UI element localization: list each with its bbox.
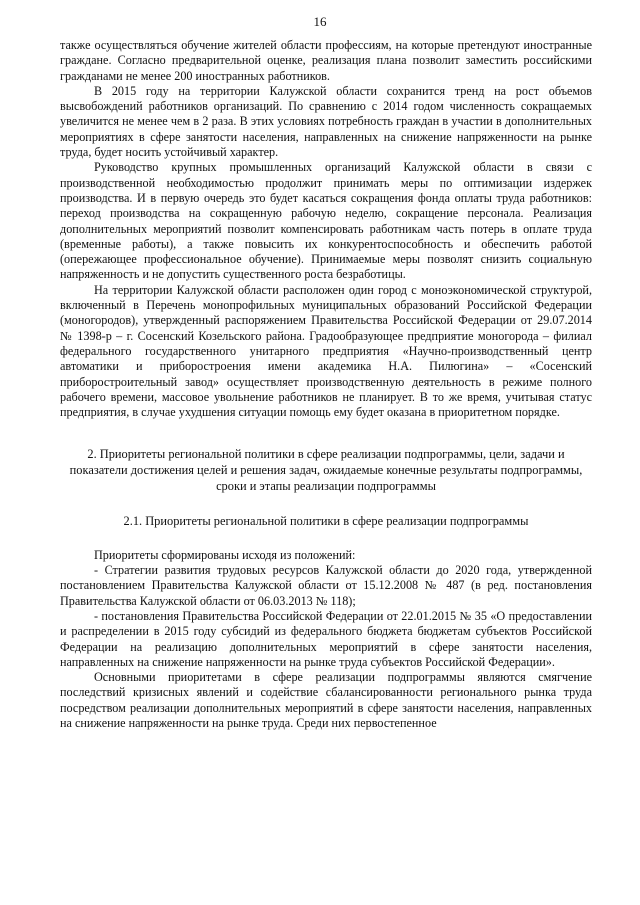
- page-number: 16: [313, 14, 327, 29]
- paragraph: Приоритеты сформированы исходя из положений:: [94, 547, 356, 562]
- subsection-heading: 2.1. Приоритеты региональной политики в сфере реализации подпрограммы: [123, 514, 529, 529]
- paragraph: также осуществляться обучение жителей области профессиям, на которые претендуют иностранные граждане. Согласно предварительной оценке, реализация плана позволит заместить российскими гражданами не менее 200 иностранных работников.: [60, 38, 592, 83]
- paragraph: Основными приоритетами в сфере реализации подпрограммы являются смягчение последствий кризисных явлений и содействие сбалансированности регионального рынка труда посредством реализации дополнительных мероприятий в сфере занятости населения, направленных на снижение напряженности на рынке труда. Среди них первостепенное: [60, 670, 592, 730]
- list-item: - Стратегии развития трудовых ресурсов Калужской области до 2020 года, утвержденной постановлением Правительства Калужской области от 15.12.2008 № 487 (в ред. постановления Правительства Калужской области от 06.03.2013 № 118);: [60, 563, 592, 608]
- paragraph: Руководство крупных промышленных организаций Калужской области в связи с производственной необходимостью продолжит принимать меры по оптимизации издержек производства. И в первую очередь это будет касаться сокращения фонда оплаты труда работников: переход производства на сокращенную рабочую неделю, сокращение персонала. Реализация дополнительных мероприятий позволит компенсировать работникам часть потерь в оплате труда (временные работы), а также повысить их конкурентоспособность и обеспечить работой (опережающее профессиональное обучение). Принимаемые меры позволят снизить социальную напряженность и не допустить существенного роста безработицы.: [60, 160, 592, 282]
- paragraph: На территории Калужской области расположен один город с моноэкономической структурой, включенный в Перечень монопрофильных муниципальных образований Российской Федерации (моногородов), утвержденный распоряжением Правительства Российской Федерации от 29.07.2014 № 1398-р – г. Сосенский Козельского района. Градообразующее предприятие моногорода – филиал федерального государственного унитарного предприятия «Научно-производственный центр автоматики и приборостроения имени академика Н.А. Пилюгина» – «Сосенский приборостроительный завод» осуществляет производственную деятельность в режиме полного рабочего времени, массовое увольнение работников не планирует. В то же время, учитывая статус предприятия, в случае ухудшения ситуации помощь ему будет оказана в приоритетном порядке.: [60, 282, 592, 420]
- document-body: [60, 38, 592, 731]
- section-heading: 2. Приоритеты региональной политики в сфере реализации подпрограммы, цели, задачи и показатели достижения целей и решения задач, ожидаемые конечные результаты подпрограммы, сроки и этапы реализации подпрограммы: [69, 447, 583, 494]
- paragraph: В 2015 году на территории Калужской области сохранится тренд на рост объемов высвобождений работников организаций. По сравнению с 2014 годом численность сокращаемых увеличится не менее чем в 2 раза. В этих условиях потребность граждан в участии в дополнительных мероприятиях в сфере занятости населения, направленных на снижение напряженности на рынке труда, будет носить устойчивый характер.: [60, 83, 592, 160]
- list-item: - постановления Правительства Российской Федерации от 22.01.2015 № 35 «О предоставлении и распределении в 2015 году субсидий из федерального бюджета бюджетам субъектов Российской Федерации на реализацию дополнительных мероприятий в сфере занятости населения, направленных на снижение напряженности на рынке труда субъектов Российской Федерации».: [60, 608, 592, 669]
